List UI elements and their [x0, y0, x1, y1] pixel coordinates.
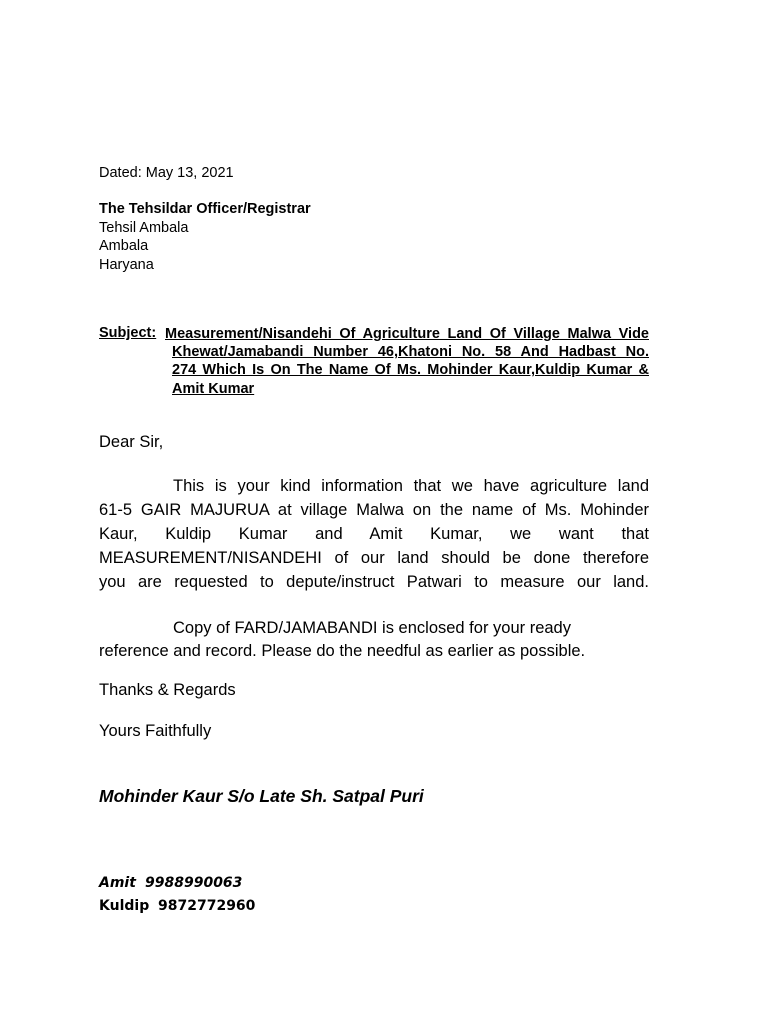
- contact-phone: 9988990063: [145, 875, 243, 891]
- subject-text: [165, 325, 649, 398]
- body-paragraph-1: [99, 474, 649, 594]
- paragraph-line: Kaur, Kuldip Kumar and Amit Kumar, we want that: [99, 525, 649, 543]
- paragraph-line: reference and record. Please do the needful as earlier as possible.: [99, 642, 586, 660]
- letter-date: Dated: May 13, 2021: [99, 165, 234, 181]
- subject-line: 274 Which Is On The Name Of Ms. Mohinder Kaur,Kuldip Kumar &: [172, 362, 649, 379]
- paragraph-line: MEASUREMENT/NISANDEHI of our land should be done therefore: [99, 549, 649, 567]
- subject-line: Measurement/Nisandehi Of Agriculture Land Of Village Malwa Vide: [165, 326, 649, 342]
- recipient-line: Haryana: [99, 256, 154, 273]
- salutation: Dear Sir,: [99, 433, 164, 451]
- recipient-name: The Tehsildar Officer/Registrar: [99, 201, 311, 217]
- recipient-line: Tehsil Ambala: [99, 219, 189, 236]
- contact-row: [99, 898, 256, 914]
- subject-label: Subject:: [99, 325, 157, 341]
- body-paragraph-2: [99, 617, 585, 663]
- closing-thanks: Thanks & Regards: [99, 681, 236, 699]
- subject-line: Khewat/Jamabandi Number 46,Khatoni No. 58 And Hadbast No.: [172, 344, 649, 361]
- paragraph-line: 61-5 GAIR MAJURUA at village Malwa on the name of Ms. Mohinder: [99, 501, 649, 519]
- closing-faithfully: Yours Faithfully: [99, 722, 212, 740]
- paragraph-line: This is your kind information that we have agriculture land: [173, 477, 649, 495]
- recipient-address: [99, 200, 311, 274]
- contact-row: [99, 875, 243, 891]
- paragraph-line: you are requested to depute/instruct Patwari to measure our land.: [99, 573, 649, 591]
- signer-name: Mohinder Kaur S/o Late Sh. Satpal Puri: [99, 786, 424, 806]
- contact-phone: 9872772960: [158, 898, 256, 914]
- contact-name: Amit: [99, 875, 136, 891]
- contact-name: Kuldip: [99, 898, 150, 914]
- recipient-line: Ambala: [99, 238, 149, 254]
- paragraph-line: Copy of FARD/JAMABANDI is enclosed for your ready: [173, 619, 571, 637]
- subject-line: Amit Kumar: [172, 380, 255, 397]
